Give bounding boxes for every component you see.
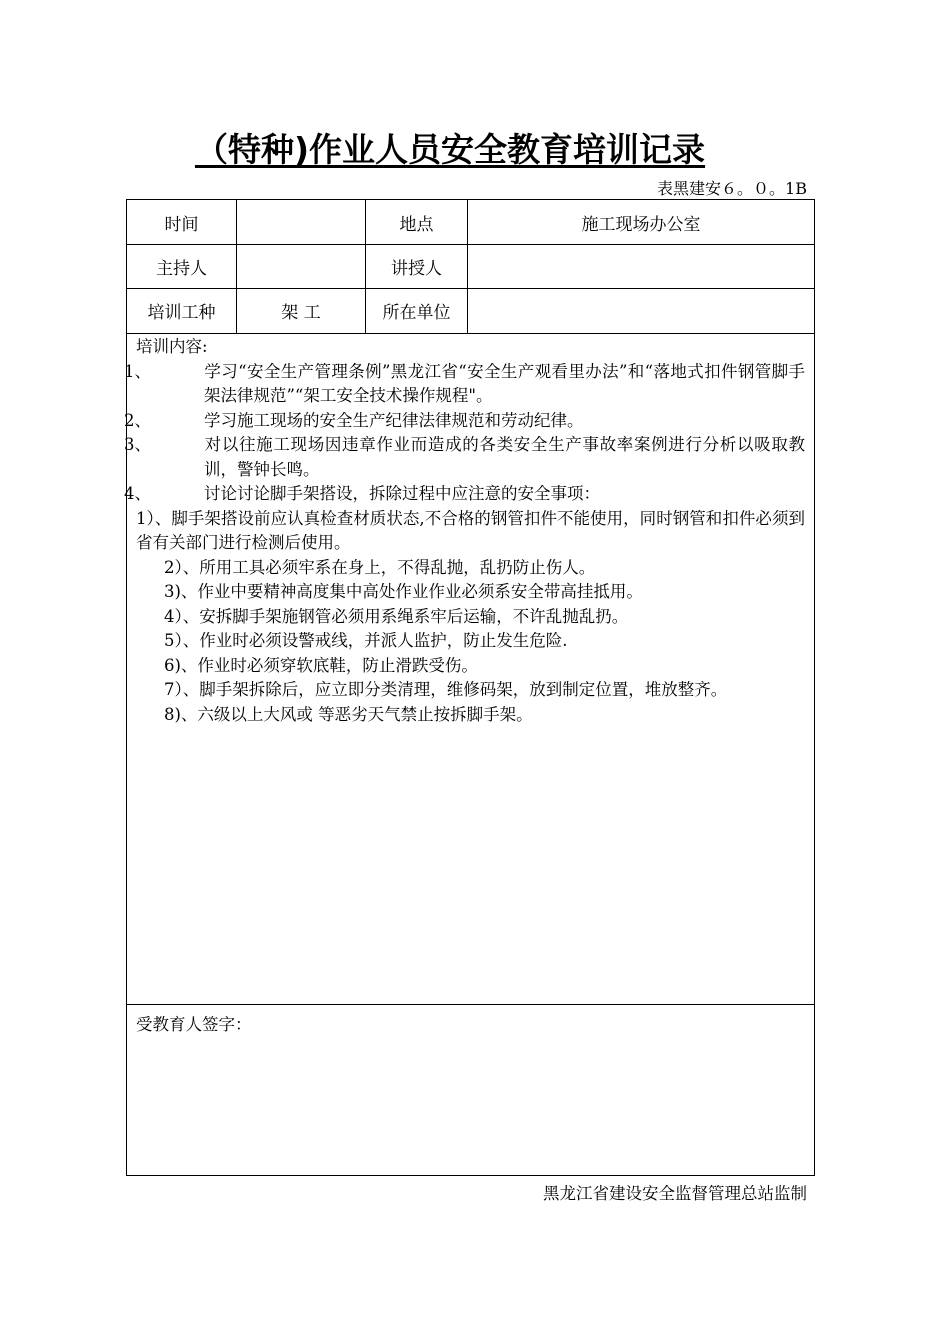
lecturer-label: 讲授人 [365, 244, 467, 288]
safety-item: 7）、脚手架拆除后，应立即分类清理，维修码架，放到制定位置，堆放整齐。 [164, 680, 728, 699]
lecturer-field[interactable] [467, 244, 814, 288]
content-item [124, 482, 805, 507]
row-time-location [127, 200, 814, 245]
item-number: 1、 [124, 361, 151, 381]
safety-item: 5）、作业时必须设警戒线，并派人监护，防止发生危险. [164, 631, 568, 650]
trade-field[interactable]: 架 工 [236, 288, 365, 333]
safety-item: 3)、作业中要精神高度集中高处作业作业必须系安全带高挂抵用。 [164, 582, 643, 601]
item-text: 学习“安全生产管理条例”黑龙江省“安全生产观看里办法”和“落地式扣件钢管脚手架法律规范”“架工安全技术操作规程"。 [204, 361, 805, 405]
item-number: 3、 [124, 435, 151, 454]
signature-section[interactable] [127, 1005, 814, 1041]
row-trade-unit [127, 288, 814, 334]
unit-label: 所在单位 [365, 288, 467, 333]
safety-item: 8)、六级以上大风或 等恶劣天气禁止按拆脚手架。 [164, 704, 533, 724]
signature-label: 受教育人签字： [136, 1015, 252, 1034]
item-number: 4、 [124, 484, 151, 503]
item-text: 学习施工现场的安全生产纪律法律规范和劳动纪律。 [204, 410, 584, 430]
supervisor-footer: 黑龙江省建设安全监督管理总站监制 [543, 1184, 807, 1203]
location-label: 地点 [365, 200, 467, 244]
content-item [124, 433, 805, 482]
content-item [124, 360, 805, 409]
safety-item: 2）、所用工具必须牢系在身上，不得乱抛，乱扔防止伤人。 [164, 557, 596, 577]
row-host-lecturer [127, 244, 814, 289]
time-field[interactable] [236, 200, 365, 244]
safety-item: 6)、作业时必须穿软底鞋，防止滑跌受伤。 [164, 655, 478, 675]
time-label: 时间 [164, 214, 199, 235]
safety-item: 1）、脚手架搭设前应认真检查材质状态,不合格的钢管扣件不能使用，同时钢管和扣件必须到省有关部门进行检测后使用。 [136, 508, 805, 552]
location-field[interactable]: 施工现场办公室 [467, 200, 814, 244]
content-item [124, 409, 805, 434]
form-code: 表黑建安６。０。1B [657, 179, 807, 198]
item-text: 对以往施工现场因违章作业而造成的各类安全生产事故率案例进行分析以吸取教训，警钟长鸣。 [204, 435, 805, 479]
safety-item: 4）、安拆脚手架施钢管必须用系绳系牢后运输，不许乱抛乱扔。 [164, 606, 629, 626]
document-title: （特种)作业人员安全教育培训记录 [194, 130, 706, 169]
host-label: 主持人 [156, 258, 207, 279]
host-field[interactable] [236, 244, 365, 288]
content-heading: 培训内容: [136, 337, 208, 356]
item-number: 2、 [124, 410, 151, 430]
training-content [124, 333, 814, 1005]
item-text: 讨论讨论脚手架搭设，拆除过程中应注意的安全事项： [204, 484, 600, 503]
unit-field[interactable] [467, 288, 814, 333]
trade-label: 培训工种 [147, 303, 216, 323]
training-record-form [126, 199, 815, 1176]
